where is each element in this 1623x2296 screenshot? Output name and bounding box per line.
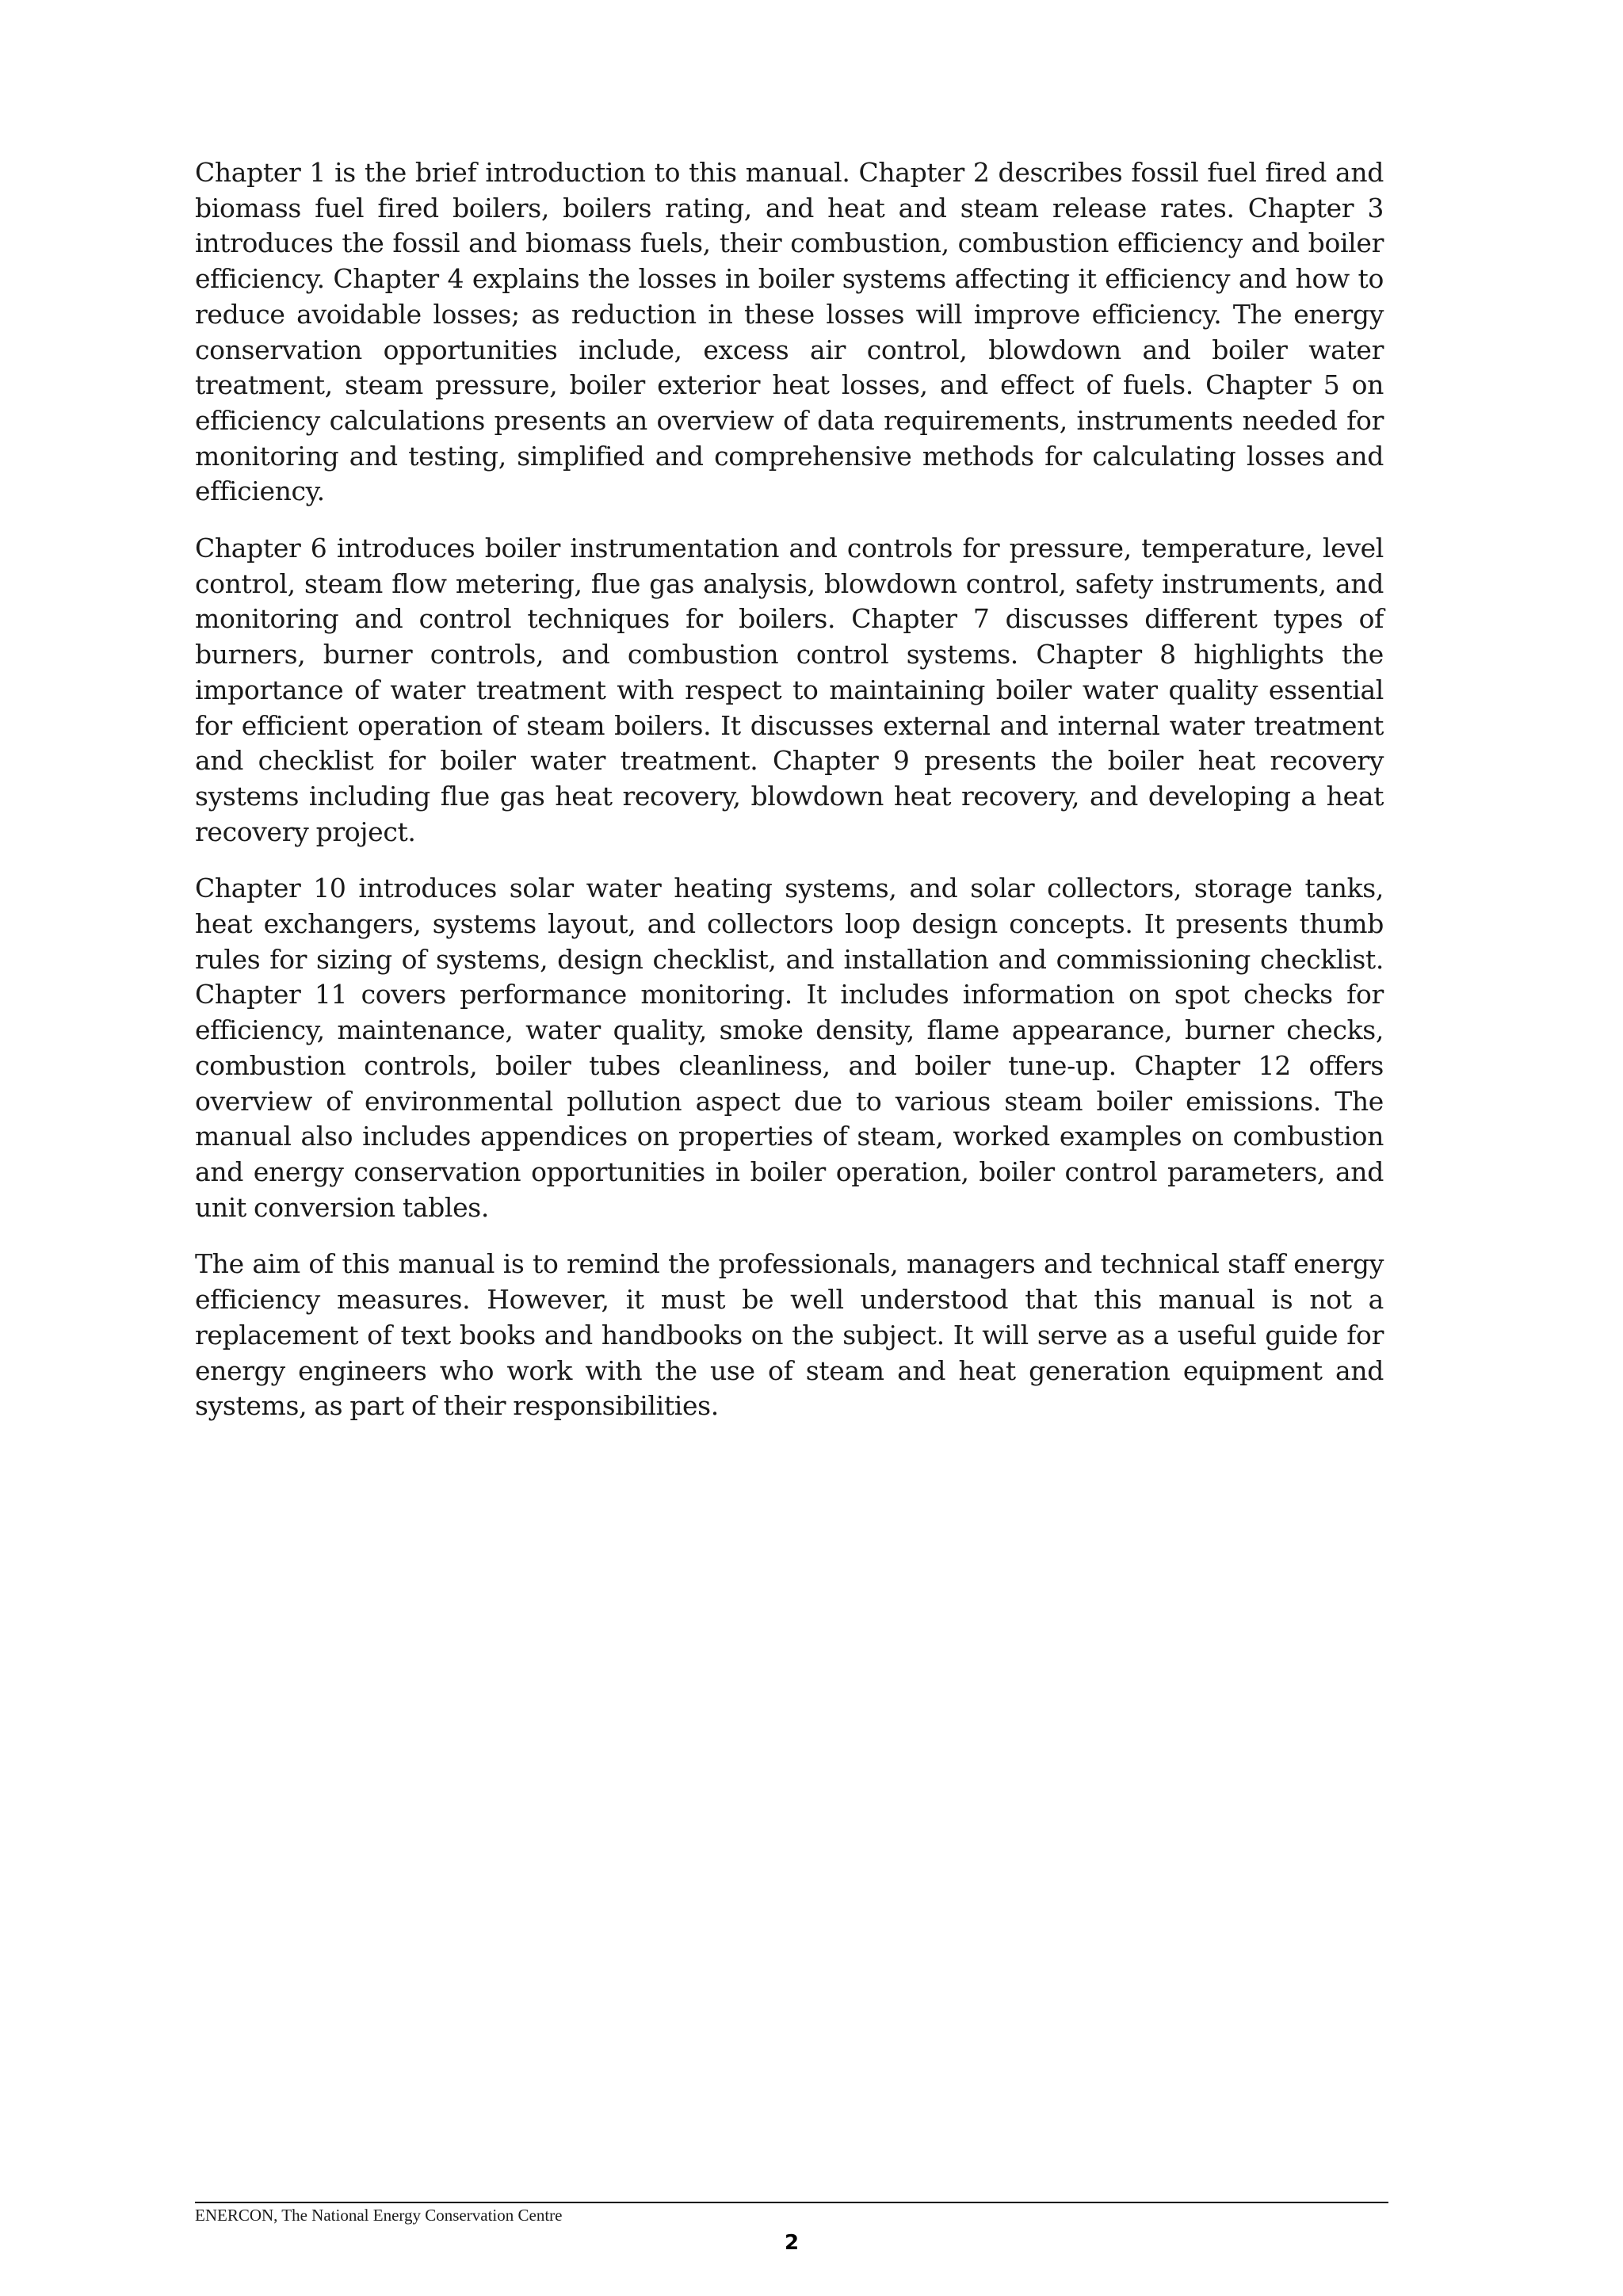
page-number: 2 bbox=[784, 2231, 800, 2255]
paragraph-chapters-10-12: Chapter 10 introduces solar water heating systems, and solar collectors, storage tanks, heat exchangers, systems layout, and collectors loop design concepts. It presents thumb rules for sizing of systems, design checklist, and installation and commissioning checklist. Chapter 11 covers performance monitoring. It includes information on spot checks for efficiency, maintenance, water quality, smoke density, flame appearance, burner checks, combustion controls, boiler tubes cleanliness, and boiler tune-up. Chapter 12 offers overview of environmental pollution aspect due to various steam boiler emissions. The manual also includes appendices on properties of steam, worked examples on combustion and energy conservation opportunities in boiler operation, boiler control parameters, and unit conversion tables. bbox=[195, 873, 1384, 1223]
paragraph-manual-aim: The aim of this manual is to remind the professionals, managers and technical staff energy efficiency measures. However, it must be well understood that this manual is not a replacement of text books and handbooks on the subject. It will serve as a useful guide for energy engineers who work with the use of steam and heat generation equipment and systems, as part of their responsibilities. bbox=[195, 1248, 1384, 1422]
body-text bbox=[195, 155, 1384, 1446]
footer-organization: ENERCON, The National Energy Conservation Centre bbox=[195, 2206, 563, 2225]
paragraph-chapters-6-9: Chapter 6 introduces boiler instrumentation and controls for pressure, temperature, level control, steam flow metering, flue gas analysis, blowdown control, safety instruments, and monitoring and control techniques for boilers. Chapter 7 discusses different types of burners, burner controls, and combustion control systems. Chapter 8 highlights the importance of water treatment with respect to maintaining boiler water quality essential for efficient operation of steam boilers. It discusses external and internal water treatment and checklist for boiler water treatment. Chapter 9 presents the boiler heat recovery systems including flue gas heat recovery, blowdown heat recovery, and developing a heat recovery project. bbox=[195, 533, 1384, 847]
footer-divider bbox=[195, 2202, 1388, 2203]
paragraph-chapters-1-5: Chapter 1 is the brief introduction to this manual. Chapter 2 describes fossil fuel fired and biomass fuel fired boilers, boilers rating, and heat and steam release rates. Chapter 3 introduces the fossil and biomass fuels, their combustion, combustion efficiency and boiler efficiency. Chapter 4 explains the losses in boiler systems affecting it efficiency and how to reduce avoidable losses; as reduction in these losses will improve efficiency. The energy conservation opportunities include, excess air control, blowdown and boiler water treatment, steam pressure, boiler exterior heat losses, and effect of fuels. Chapter 5 on efficiency calculations presents an overview of data requirements, instruments needed for monitoring and testing, simplified and comprehensive methods for calculating losses and efficiency. bbox=[195, 157, 1384, 507]
